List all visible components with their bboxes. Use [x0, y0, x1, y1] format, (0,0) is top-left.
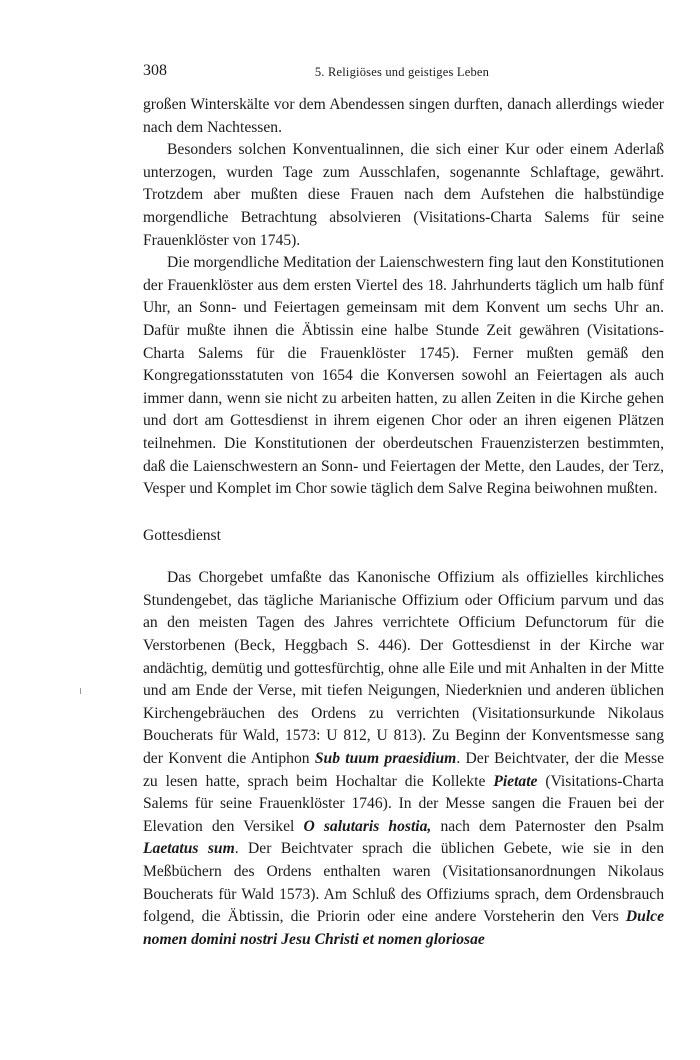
text-run: (Visitations-Charta Salems für seine Frauenklöster 1746). In der Messe sangen die Frauen bei der Elevation den Versikel [143, 772, 664, 835]
latin-phrase: Pietate [493, 772, 538, 790]
paragraph-laienschwestern: Die morgendliche Meditation der Laienschwestern fing laut den Konstitutionen der Frauenklöster aus dem ersten Viertel des 18. Jahrhunderts täglich um halb fünf Uhr, an Sonn- und Feiertagen gemeinsam mit dem Konvent um sechs Uhr an. Dafür mußte ihnen die Äbtissin eine halbe Stunde Zeit gewähren (Visitations-Charta Salems für die Frauenklöster 1745). Ferner mußten gemäß den Kongregationsstatuten von 1654 die Konversen sowohl an Feiertagen als auch immer dann, wenn sie nicht zu arbeiten hatten, zu allen Zeiten in die Kirche gehen und dort am Gottesdienst in ihrem eigenen Chor oder an ihren eigenen Plätzen teilnehmen. Die Konstitutionen der oberdeutschen Frauenzisterzen bestimmten, daß die Laienschwestern an Sonn- und Feiertagen der Mette, den Laudes, der Terz, Vesper und Komplet im Chor sowie täglich dem Salve Regina beiwohnen mußten. [143, 254, 664, 498]
paragraph-gottesdienst [143, 567, 664, 951]
text-run: . Der Beichtvater sprach die üblichen Gebete, wie sie in den Meßbüchern des Ordens enthalten waren (Visitationsanordnungen Nikolaus Boucherats für Wald 1573). Am Schluß des Offiziums sprach, dem Ordensbrauch folgend, die Äbtissin, die Priorin oder eine andere Vorsteherin den Vers [143, 840, 664, 926]
body-text [143, 94, 664, 951]
latin-phrase: Laetatus sum [143, 840, 235, 858]
section-heading: Gottesdienst [143, 526, 221, 544]
text-run: . Der Beichtvater, der die Messe zu lesen hatte, sprach beim Hochaltar die Kollekte [143, 750, 664, 790]
paragraph-continuation: großen Winterskälte vor dem Abendessen singen durften, danach allerdings wieder nach dem Nachtessen. [143, 96, 664, 136]
margin-mark [80, 688, 81, 694]
page-number: 308 [143, 62, 167, 79]
running-head: 5. Religiöses und geistiges Leben [314, 65, 490, 79]
latin-phrase: Sub tuum praesidium [314, 750, 457, 768]
text-run: Das Chorgebet umfaßte das Kanonische Offizium als offizielles kirchliches Stundengebet, das tägliche Marianische Offizium oder Officium parvum und das an den meisten Tagen des Jahres verrichtete Officium Defunctorum für die Verstorbenen (Beck, Heggbach S. 446). Der Gottesdienst in der Kirche war andächtig, demütig und gottesfürchtig, ohne alle Eile und mit Anhalten in der Mitte und am Ende der Verse, mit tiefen Neigungen, Niederknien und anderen üblichen Kirchengebräuchen des Ordens zu verrichten (Visitationsurkunde Nikolaus Boucherats für Wald, 1573: U 812, U 813). Zu Beginn der Konventsmesse sang der Konvent die Antiphon [143, 569, 664, 768]
paragraph-schlaftage: Besonders solchen Konventualinnen, die sich einer Kur oder einem Aderlaß unterzogen, wurden Tage zum Ausschlafen, sogenannte Schlaftage, gewährt. Trotzdem aber mußten diese Frauen nach dem Aufstehen die halbstündige morgendliche Betrachtung absolvieren (Visitations-Charta Salems für seine Frauenklöster von 1745). [143, 141, 664, 249]
latin-phrase: Dulce nomen domini nostri Jesu Christi et nomen gloriosae [143, 908, 664, 948]
text-run: nach dem Paternoster den Psalm [440, 817, 664, 835]
latin-phrase: O salutaris hostia, [303, 817, 432, 835]
